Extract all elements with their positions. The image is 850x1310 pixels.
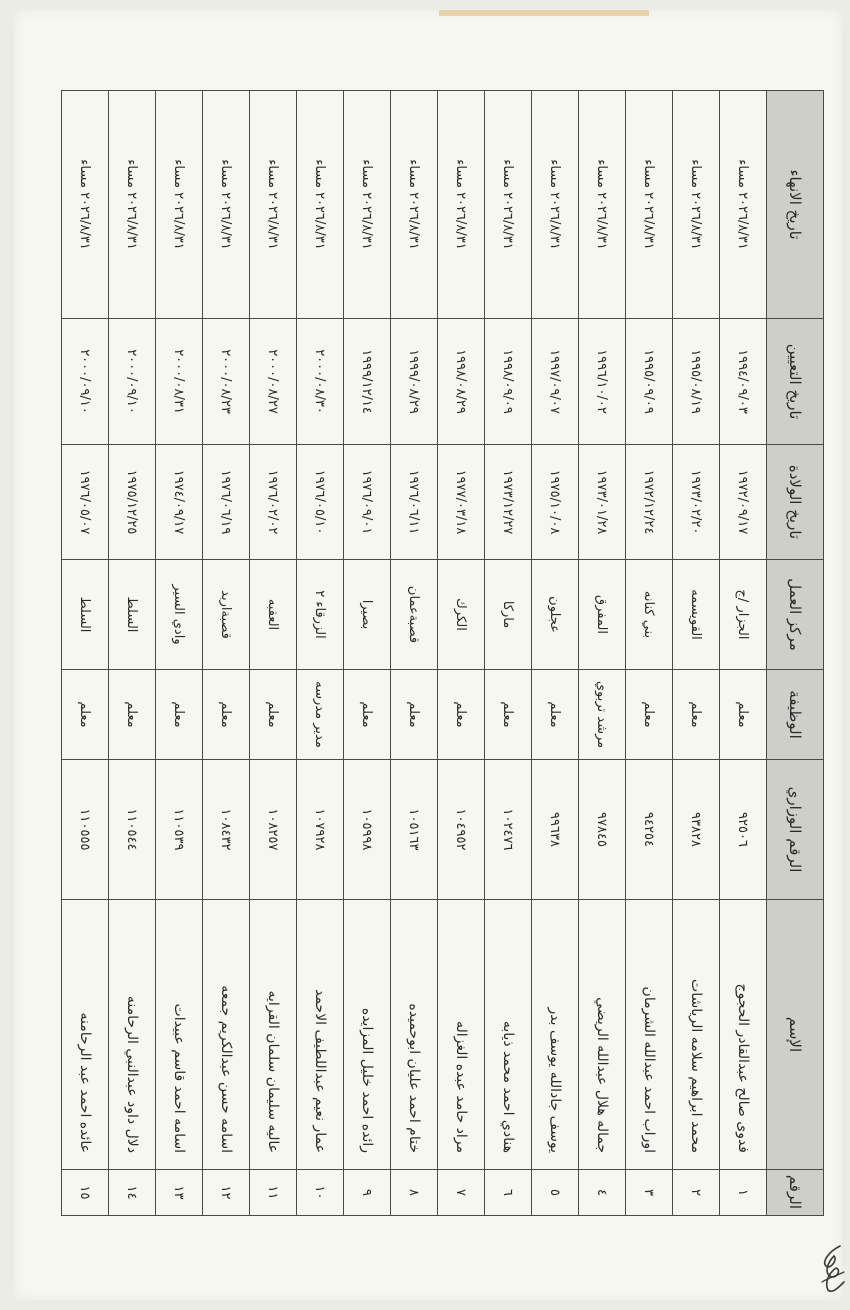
cell-birth-date: ١٩٧٥/١٢/٢٥ [109,445,156,560]
header-birth-date: تاريخ الولادة [767,445,824,560]
cell-appointment-date: ١٩٩٨/٠٩/٠٩ [485,319,532,445]
cell-work-center: السلط [62,560,109,670]
table-row [485,91,532,1216]
cell-work-center: قصبةاربد [203,560,250,670]
cell-number: ٨ [391,1170,438,1216]
cell-termination-date: ٢٠٢٦/٨/٣١ مساء [250,91,297,319]
cell-national-number: ٩٤٢٥٤ [626,760,673,900]
cell-termination-date: ٢٠٢٦/٨/٣١ مساء [485,91,532,319]
cell-name: رائده احمد خليل المزايده [344,900,391,1170]
cell-work-center: السلط [109,560,156,670]
employees-table [61,90,824,1216]
cell-number: ٩ [344,1170,391,1216]
cell-appointment-date: ١٩٩٨/٠٨/٢٩ [438,319,485,445]
signature-mark [814,1242,850,1296]
cell-termination-date: ٢٠٢٦/٨/٣١ مساء [156,91,203,319]
table-row [532,91,579,1216]
cell-birth-date: ١٩٧٦/٠٦/١٩ [203,445,250,560]
cell-job: معلم [250,670,297,760]
table-row [109,91,156,1216]
document-page [14,10,842,1300]
table-row [391,91,438,1216]
cell-number: ٦ [485,1170,532,1216]
cell-national-number: ٩٢٥٠٦ [720,760,767,900]
cell-job: معلم [485,670,532,760]
cell-national-number: ١٠٨٢٥٧ [250,760,297,900]
cell-work-center: قصبةعمان [391,560,438,670]
cell-name: اسامه احمد قاسم عبيدات [156,900,203,1170]
cell-birth-date: ١٩٧٦/٠٥/١٠ [297,445,344,560]
cell-name: ختام احمد عليان ابوحميده [391,900,438,1170]
cell-name: فدوى صالح عبدالقادر الحجوج [720,900,767,1170]
cell-birth-date: ١٩٧٢/٠٩/١٧ [720,445,767,560]
rotated-table-container [74,90,824,1215]
cell-appointment-date: ١٩٩٥/٠٨/١٩ [673,319,720,445]
cell-appointment-date: ١٩٩٧/٠٩/٠٧ [532,319,579,445]
cell-appointment-date: ٢٠٠٠/٠٨/٣٠ [297,319,344,445]
cell-name: جماله هلال عبدالله الريضي [579,900,626,1170]
cell-birth-date: ١٩٧٧/٠٣/١٨ [438,445,485,560]
table-row [344,91,391,1216]
table-row [673,91,720,1216]
table-row [438,91,485,1216]
cell-termination-date: ٢٠٢٦/٨/٣١ مساء [62,91,109,319]
table-row [203,91,250,1216]
cell-birth-date: ١٩٧٣/٠١/٢٨ [579,445,626,560]
cell-appointment-date: ١٩٩٦/١٠/٠٢ [579,319,626,445]
header-work-center: مركز العمل [767,560,824,670]
cell-name: محمد ابراهيم سلامه الرياشات [673,900,720,1170]
header-name: الإسم [767,900,824,1170]
cell-number: ١٥ [62,1170,109,1216]
cell-name: اوراب احمد عبدالله الشرمان [626,900,673,1170]
cell-name: عمار نعيم عبداللطيف الاحمد [297,900,344,1170]
cell-birth-date: ١٩٧٣/١٢/٢٧ [485,445,532,560]
cell-job: مدير مدرسه [297,670,344,760]
cell-name: عائده احمد عبد الرحامنه [62,900,109,1170]
cell-appointment-date: ١٩٩٥/٠٩/٠٩ [626,319,673,445]
cell-job: معلم [438,670,485,760]
cell-termination-date: ٢٠٢٦/٨/٣١ مساء [203,91,250,319]
table-row [626,91,673,1216]
cell-birth-date: ١٩٧٢/١٢/٢٤ [626,445,673,560]
cell-job: معلم [626,670,673,760]
table-header-row [767,91,824,1216]
page-edge-strip [439,10,649,16]
table-row [720,91,767,1216]
cell-number: ١١ [250,1170,297,1216]
cell-national-number: ١٠٥١٦٣ [391,760,438,900]
cell-work-center: العقبه [250,560,297,670]
cell-job: معلم [391,670,438,760]
cell-birth-date: ١٩٧٤/٠٩/١٧ [156,445,203,560]
header-appointment-date: تاريخ التعيين [767,319,824,445]
cell-national-number: ١١٠٥٣٩ [156,760,203,900]
cell-number: ١٤ [109,1170,156,1216]
cell-appointment-date: ١٩٩٩/٠٨/٢٩ [391,319,438,445]
cell-termination-date: ٢٠٢٦/٨/٣١ مساء [344,91,391,319]
cell-termination-date: ٢٠٢٦/٨/٣١ مساء [438,91,485,319]
cell-appointment-date: ١٩٩٤/٠٩/٠٣ [720,319,767,445]
cell-national-number: ١٠٨٤٣٢ [203,760,250,900]
cell-national-number: ١٠٥٩٩٨ [344,760,391,900]
cell-work-center: الزرقاء ٢ [297,560,344,670]
cell-national-number: ٩٩٦٣٨ [532,760,579,900]
cell-job: معلم [673,670,720,760]
cell-national-number: ٩٣٨٢٨ [673,760,720,900]
cell-national-number: ١٠٢٤٧٦ [485,760,532,900]
cell-work-center: الكرك [438,560,485,670]
cell-job: معلم [62,670,109,760]
cell-work-center: ماركا [485,560,532,670]
cell-job: معلم [156,670,203,760]
cell-name: دلال داود عبدالنبي الرحامنه [109,900,156,1170]
cell-appointment-date: ٢٠٠٠/٠٩/١٠ [109,319,156,445]
cell-job: مرشد تربوي [579,670,626,760]
cell-number: ٣ [626,1170,673,1216]
cell-appointment-date: ٢٠٠٠/٠٨/٣١ [156,319,203,445]
cell-termination-date: ٢٠٢٦/٨/٣١ مساء [720,91,767,319]
cell-work-center: عجلون [532,560,579,670]
cell-name: عاليه سليمان سلمان القرايه [250,900,297,1170]
cell-national-number: ١٠٧٩٢٨ [297,760,344,900]
cell-national-number: ١٠٤٩٥٢ [438,760,485,900]
cell-appointment-date: ٢٠٠٠/٠٨/٢٧ [250,319,297,445]
cell-birth-date: ١٩٧٥/١٠/٠٨ [532,445,579,560]
cell-number: ١٣ [156,1170,203,1216]
table-rotation-frame [74,90,824,1215]
cell-work-center: بني كنانه [626,560,673,670]
cell-work-center: الجزار /ج [720,560,767,670]
cell-work-center: وادي السير [156,560,203,670]
cell-birth-date: ١٩٧٣/٠٢/٢٠ [673,445,720,560]
cell-number: ٥ [532,1170,579,1216]
cell-name: يوسف جادالله يوسف بدر [532,900,579,1170]
cell-termination-date: ٢٠٢٦/٨/٣١ مساء [626,91,673,319]
cell-appointment-date: ٢٠٠٠/٠٩/١٠ [62,319,109,445]
cell-birth-date: ١٩٧٦/٠٦/١١ [391,445,438,560]
cell-job: معلم [532,670,579,760]
table-row [156,91,203,1216]
cell-number: ١٢ [203,1170,250,1216]
cell-national-number: ١١٠٥٤٤ [109,760,156,900]
header-termination-date: تاريخ الانهاء [767,91,824,319]
cell-termination-date: ٢٠٢٦/٨/٣١ مساء [532,91,579,319]
cell-name: هنادي احمد محمد ذيابه [485,900,532,1170]
table-row [62,91,109,1216]
cell-national-number: ١١٠٥٥٥ [62,760,109,900]
table-row [579,91,626,1216]
header-national-number: الرقم الوزاري [767,760,824,900]
header-number: الرقم [767,1170,824,1216]
cell-number: ١ [720,1170,767,1216]
cell-national-number: ٩٧٨٤٥ [579,760,626,900]
cell-number: ١٠ [297,1170,344,1216]
cell-name: مراد حامد عبده الغزاله [438,900,485,1170]
table-row [297,91,344,1216]
cell-number: ٢ [673,1170,720,1216]
cell-name: اسامه حسن عبدالكريم جمعه [203,900,250,1170]
cell-birth-date: ١٩٧٦/٠٢/٠٢ [250,445,297,560]
cell-job: معلم [203,670,250,760]
cell-birth-date: ١٩٧٦/٠٥/٠٧ [62,445,109,560]
cell-termination-date: ٢٠٢٦/٨/٣١ مساء [579,91,626,319]
cell-termination-date: ٢٠٢٦/٨/٣١ مساء [109,91,156,319]
header-job: الوظيفة [767,670,824,760]
cell-appointment-date: ٢٠٠٠/٠٨/٢٣ [203,319,250,445]
cell-termination-date: ٢٠٢٦/٨/٣١ مساء [297,91,344,319]
cell-work-center: المفرق [579,560,626,670]
cell-work-center: القويسمه [673,560,720,670]
cell-number: ٤ [579,1170,626,1216]
cell-termination-date: ٢٠٢٦/٨/٣١ مساء [673,91,720,319]
cell-job: معلم [109,670,156,760]
cell-job: معلم [344,670,391,760]
table-row [250,91,297,1216]
cell-number: ٧ [438,1170,485,1216]
cell-birth-date: ١٩٧٦/٠٩/٠١ [344,445,391,560]
cell-termination-date: ٢٠٢٦/٨/٣١ مساء [391,91,438,319]
cell-appointment-date: ١٩٩٩/١٢/١٤ [344,319,391,445]
cell-job: معلم [720,670,767,760]
cell-work-center: بصيرا [344,560,391,670]
